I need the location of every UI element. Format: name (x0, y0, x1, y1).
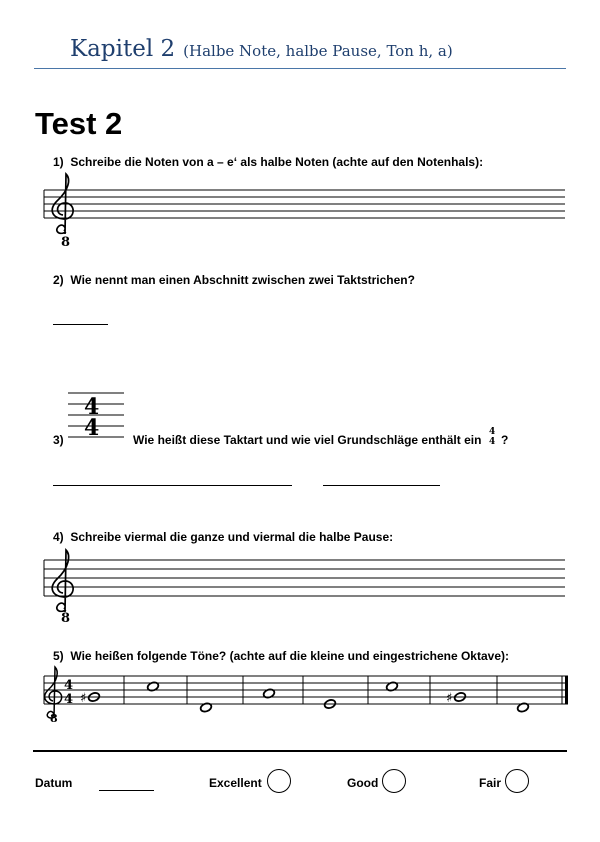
chapter-title: Kapitel 2 (70, 36, 176, 62)
answer-line-q3-beats[interactable] (323, 485, 440, 486)
date-label: Datum (35, 776, 73, 790)
clef-octave-mark: 8 (61, 235, 71, 250)
header-rule (34, 68, 566, 69)
question-2-number: 2) (53, 273, 64, 287)
time-signature-bottom: 4 (84, 415, 100, 440)
question-2 (53, 273, 415, 287)
question-4-number: 4) (53, 530, 64, 544)
inline-ts-bottom: 4 (489, 437, 496, 447)
question-2-text: Wie nennt man einen Abschnitt zwischen zwei Taktstrichen? (70, 273, 415, 287)
rating-label-excellent: Excellent (209, 776, 262, 790)
question-3-text: Wie heißt diese Taktart und wie viel Grundschläge enthält ein (133, 433, 482, 447)
question-5-number: 5) (53, 649, 64, 663)
rating-checkbox-fair[interactable] (505, 769, 529, 793)
final-barline (565, 676, 568, 704)
question-1 (53, 155, 483, 169)
inline-time-signature (487, 424, 499, 448)
answer-line-q3-meter[interactable] (53, 485, 292, 486)
question-5-text: Wie heißen folgende Töne? (achte auf die kleine und eingestrichene Oktave): (70, 649, 509, 663)
question-3-number: 3) (53, 433, 64, 447)
inline-ts-top: 4 (489, 427, 496, 437)
footer-rule (33, 750, 567, 752)
q5-time-bottom: 4 (64, 692, 74, 707)
clef-octave-mark-q5: 8 (50, 712, 58, 724)
staff-q1[interactable] (40, 170, 570, 250)
date-input-line[interactable] (99, 790, 154, 791)
time-signature-staff (62, 385, 128, 440)
question-3-suffix: ? (501, 433, 509, 447)
question-4-text: Schreibe viermal die ganze und viermal die halbe Pause: (70, 530, 394, 544)
q5-accidental: ♯ (446, 691, 453, 706)
answer-line-q2[interactable] (53, 324, 108, 325)
staff-q5 (40, 660, 570, 724)
chapter-header (70, 36, 453, 62)
test-title: Test 2 (35, 106, 123, 141)
treble-clef-icon (52, 174, 73, 250)
rating-label-fair: Fair (479, 776, 502, 790)
question-1-number: 1) (53, 155, 64, 169)
clef-octave-mark-q4: 8 (61, 611, 71, 625)
staff-q4[interactable] (40, 540, 570, 625)
q5-time-top: 4 (64, 678, 74, 693)
rating-checkbox-excellent[interactable] (267, 769, 291, 793)
q5-accidental: ♯ (80, 691, 87, 706)
rating-checkbox-good[interactable] (382, 769, 406, 793)
time-signature-top: 4 (84, 394, 100, 420)
question-1-text: Schreibe die Noten von a – e‘ als halbe Noten (achte auf den Notenhals): (70, 155, 484, 169)
chapter-subtitle: (Halbe Note, halbe Pause, Ton h, a) (183, 42, 453, 60)
rating-label-good: Good (347, 776, 379, 790)
question-3 (133, 433, 481, 447)
